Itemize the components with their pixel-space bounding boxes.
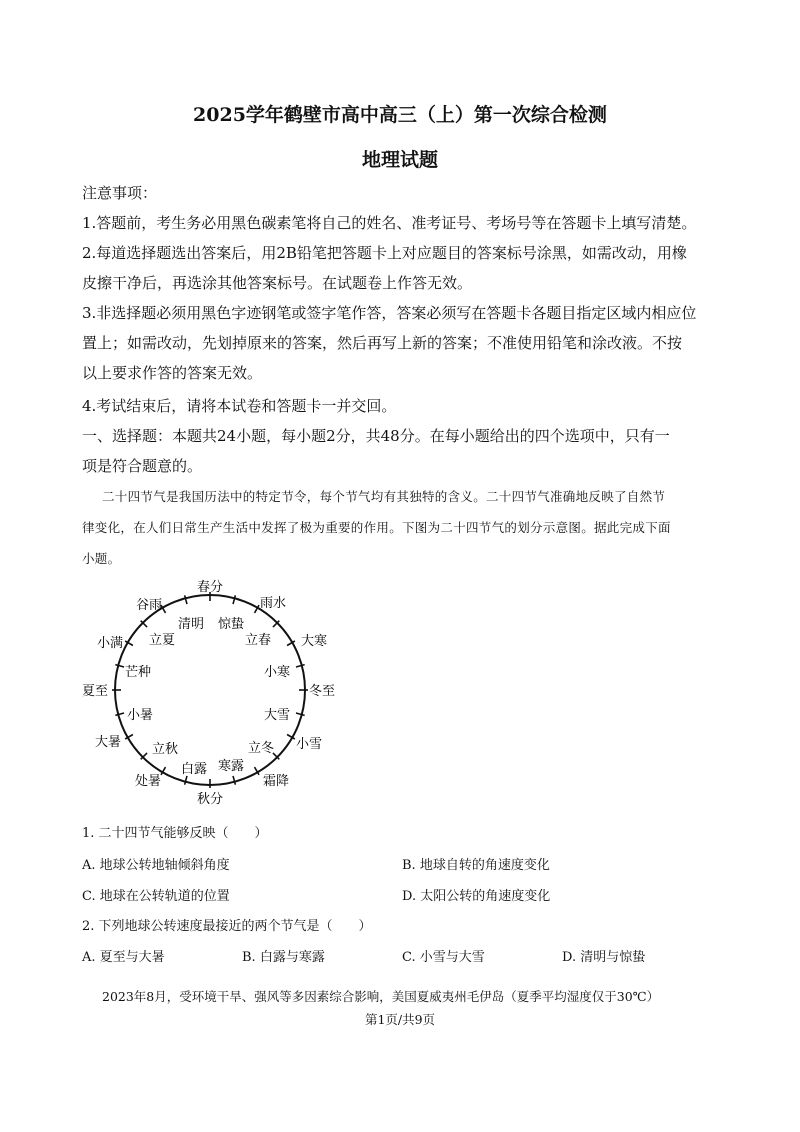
q1-option-a: A. 地球公转地轴倾斜角度 xyxy=(82,858,230,873)
term-chunfen: 春分 xyxy=(196,580,224,595)
diagram-tick xyxy=(233,776,235,785)
term-xiazhi: 夏至 xyxy=(81,684,109,699)
term-qiufen: 秋分 xyxy=(196,792,224,807)
term-xiaoshu: 小暑 xyxy=(126,708,154,723)
q2-option-a: A. 夏至与大暑 xyxy=(82,950,165,965)
q2-option-b: B. 白露与寒露 xyxy=(242,950,325,965)
term-jingzhe: 惊蛰 xyxy=(217,617,245,632)
diagram-tick xyxy=(115,665,124,667)
term-guyu: 谷雨 xyxy=(135,598,163,613)
intro-line3: 小题。 xyxy=(82,551,121,566)
q2-stem: 2. 下列地球公转速度最接近的两个节气是（ ） xyxy=(82,919,372,934)
term-yushui: 雨水 xyxy=(259,596,287,611)
term-xiaohan: 小寒 xyxy=(263,665,291,680)
notice-item-1: 1.答题前，考生务必用黑色碳素笔将自己的姓名、准考证号、考场号等在答题卡上填写清楚。 xyxy=(82,214,697,232)
q1-option-c: C. 地球在公转轨道的位置 xyxy=(82,889,230,904)
diagram-tick xyxy=(115,713,124,715)
term-lichun: 立春 xyxy=(244,633,272,648)
intro-line1: 二十四节气是我国历法中的特定节令，每个节气均有其独特的含义。二十四节气准确地反映了自然节 xyxy=(102,489,666,504)
q1-option-d: D. 太阳公转的角速度变化 xyxy=(402,889,551,904)
q1-option-b: B. 地球自转的角速度变化 xyxy=(402,858,550,873)
term-qingming: 清明 xyxy=(177,617,205,632)
term-liqiu: 立秋 xyxy=(151,742,179,757)
term-dahan: 大寒 xyxy=(300,634,328,649)
term-lidong: 立冬 xyxy=(247,741,275,756)
notice-item-3-line1: 3.非选择题必须用黑色字迹钢笔或签字笔作答，答案必须写在答题卡各题目指定区域内相应位 xyxy=(82,304,697,322)
diagram-tick xyxy=(185,776,187,785)
term-dashu: 大暑 xyxy=(94,735,122,750)
term-chushu: 处暑 xyxy=(134,774,162,789)
q2-option-d: D. 清明与惊蛰 xyxy=(562,950,646,965)
term-hanlu: 寒露 xyxy=(217,759,245,774)
q1-stem: 1. 二十四节气能够反映（ ） xyxy=(82,826,268,841)
term-lixia: 立夏 xyxy=(148,633,176,648)
notice-item-4: 4.考试结束后，请将本试卷和答题卡一并交回。 xyxy=(82,397,397,415)
diagram-tick xyxy=(296,665,305,667)
term-xiaoman: 小满 xyxy=(96,636,124,651)
intro-line2: 律变化，在人们日常生产生活中发挥了极为重要的作用。下图为二十四节气的划分示意图。据此完成下面 xyxy=(82,520,671,535)
q2-option-c: C. 小雪与大雪 xyxy=(402,950,485,965)
term-daxue: 大雪 xyxy=(263,708,291,723)
solar-terms-diagram xyxy=(80,575,360,810)
term-xiaoxue: 小雪 xyxy=(295,737,323,752)
notice-item-2-line1: 2.每道选择题选出答案后，用2B铅笔把答题卡上对应题目的答案标号涂黑，如需改动，用橡 xyxy=(82,244,687,262)
term-bailu: 白露 xyxy=(180,762,208,777)
page-title: 2025学年鹤壁市高中高三（上）第一次综合检测 xyxy=(193,104,607,126)
diagram-tick xyxy=(296,713,305,715)
diagram-tick xyxy=(185,595,187,604)
page-subtitle: 地理试题 xyxy=(361,149,438,171)
term-shuangjiang: 霜降 xyxy=(262,774,290,789)
notice-heading: 注意事项： xyxy=(82,184,158,202)
section-heading-line2: 项是符合题意的。 xyxy=(82,457,203,475)
term-mangzhong: 芒种 xyxy=(124,665,152,680)
diagram-tick xyxy=(233,595,235,604)
next-passage-line: 2023年8月，受环境干旱、强风等多因素综合影响，美国夏威夷州毛伊岛（夏季平均湿度仅于30℃） xyxy=(102,989,660,1004)
notice-item-2-line2: 皮擦干净后，再选涂其他答案标号。在试题卷上作答无效。 xyxy=(82,274,473,292)
term-dongzhi: 冬至 xyxy=(308,684,336,699)
notice-item-3-line2: 置上；如需改动，先划掉原来的答案，然后再写上新的答案；不准使用铅笔和涂改液。不按 xyxy=(82,334,683,352)
notice-item-3-line3: 以上要求作答的答案无效。 xyxy=(82,364,263,382)
section-heading-line1: 一、选择题：本题共24小题，每小题2分，共48分。在每小题给出的四个选项中，只有一 xyxy=(82,427,670,445)
page-number: 第1页/共9页 xyxy=(364,1012,436,1027)
